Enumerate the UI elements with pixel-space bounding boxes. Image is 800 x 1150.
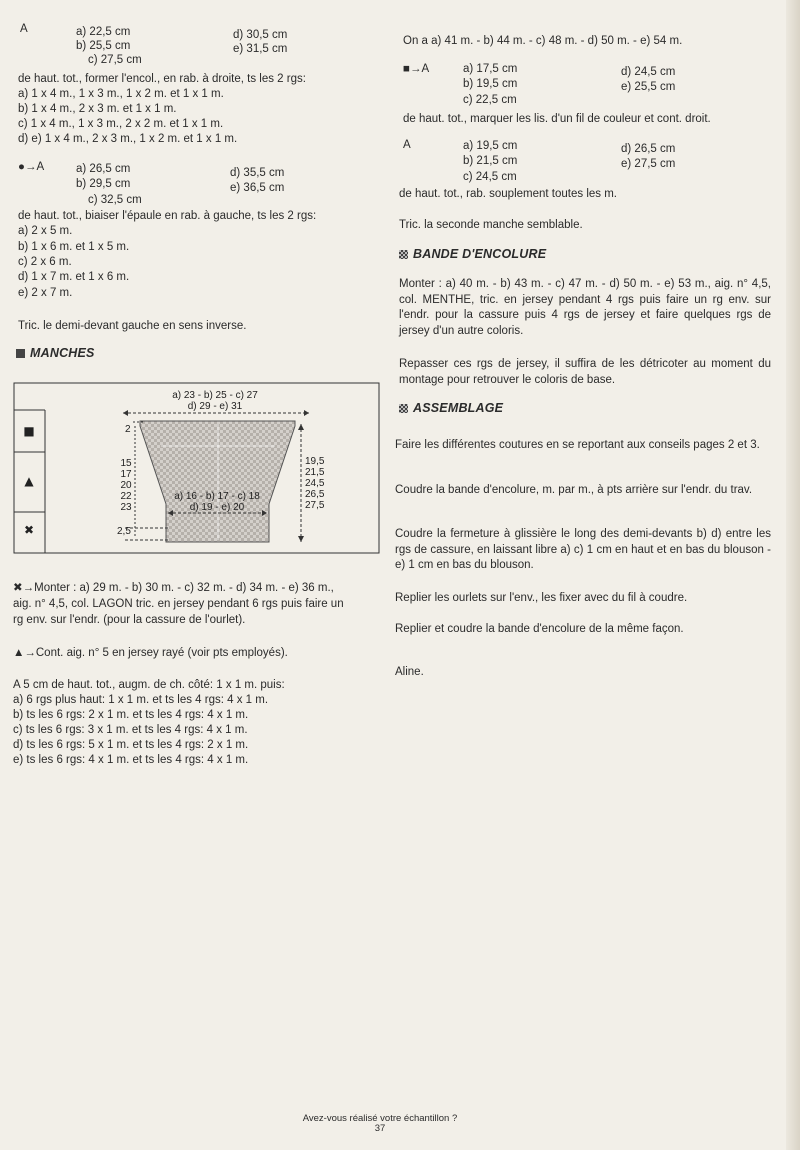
marquer-line: de haut. tot., marquer les lis. d'un fil de couleur et cont. droit. [403,113,711,125]
size-e: e) 25,5 cm [621,81,676,93]
size-b: b) 19,5 cm [463,78,518,90]
size-d: d) 30,5 cm [233,29,288,41]
epaule-b: b) 1 x 6 m. et 1 x 5 m. [18,241,130,253]
size-c: c) 27,5 cm [88,54,142,66]
right-height-label: 26,5 [305,489,325,500]
size-b: b) 29,5 cm [76,178,131,190]
size-b: b) 21,5 cm [463,155,518,167]
arrow-icon [123,410,128,416]
bande-paragraph: Monter : a) 40 m. - b) 43 m. - c) 47 m. - d) 50 m. - e) 53 m., aig. n° 4,5, col. MENTHE, tric. en jersey pendant 4 rgs puis faire un rg env. sur l'endr. pour la cassure puis 4 rgs de jersey et faire quelques rgs de jersey d'un autre coloris. [399,278,771,337]
left-height-label: 15 [120,458,132,469]
arrow-icon [304,410,309,416]
arrow-icon [298,424,304,430]
monter-line: ✖→Monter : a) 29 m. - b) 30 m. - c) 32 m. - d) 34 m. - e) 36 m., [13,582,334,594]
monter-line: rg env. sur l'endr. (pour la cassure de l'ourlet). [13,614,246,626]
top-width-label: d) 29 - e) 31 [187,401,243,412]
stitch-count: On a a) 41 m. - b) 44 m. - c) 48 m. - d) 50 m. - e) 54 m. [403,35,683,47]
monter-line: aig. n° 4,5, col. LAGON tric. en jersey pendant 6 rgs puis faire un [13,598,344,610]
augm-b: b) ts les 6 rgs: 2 x 1 m. et ts les 4 rgs: 4 x 1 m. [13,709,249,721]
size-a: a) 17,5 cm [463,63,518,75]
size-a: a) 26,5 cm [76,163,131,175]
size-e: e) 36,5 cm [230,182,285,194]
size-mark: ■→A [403,63,430,75]
section-bande-encolure [399,247,546,261]
augm-d: d) ts les 6 rgs: 5 x 1 m. et ts les 4 rgs: 2 x 1 m. [13,739,249,751]
left-height-label: 20 [120,480,132,491]
size-d: d) 24,5 cm [621,66,676,78]
section-title: BANDE D'ENCOLURE [413,247,547,261]
sleeve-diagram [13,382,381,554]
demi-devant-note: Tric. le demi-devant gauche en sens inverse. [18,320,247,332]
size-a: a) 19,5 cm [463,140,518,152]
triangle-marker-icon: ▲ [24,474,34,488]
cuff-height-label: 2 [125,424,131,435]
page-number: 37 [374,1123,386,1134]
size-a: a) 22,5 cm [76,26,131,38]
square-icon [16,349,25,358]
epaule-e: e) 2 x 7 m. [18,287,73,299]
continue-line: ▲→Cont. aig. n° 5 en jersey rayé (voir pts employés). [13,647,288,659]
augm-e: e) ts les 6 rgs: 4 x 1 m. et ts les 4 rgs: 4 x 1 m. [13,754,249,766]
size-mark: ●→A [18,161,45,173]
footer-question: Avez-vous réalisé votre échantillon ? [302,1113,458,1124]
section-title: ASSEMBLAGE [413,401,504,415]
size-d: d) 35,5 cm [230,167,285,179]
checker-square-icon [399,250,408,259]
section-title: MANCHES [30,346,95,360]
size-d: d) 26,5 cm [621,143,676,155]
left-height-label: 23 [120,502,132,513]
size-c: c) 24,5 cm [463,171,517,183]
cross-marker-icon: ✖ [23,523,35,537]
size-mark: A [20,23,28,35]
hem-height-label: 2,5 [117,526,131,537]
epaule-a: a) 2 x 5 m. [18,225,73,237]
bottom-width-label: d) 19 - e) 20 [189,502,245,513]
epaule-c: c) 2 x 6 m. [18,256,72,268]
size-c: c) 32,5 cm [88,194,142,206]
epaule-d: d) 1 x 7 m. et 1 x 6 m. [18,271,130,283]
size-c: c) 22,5 cm [463,94,517,106]
top-width-label: a) 23 - b) 25 - c) 27 [172,390,258,401]
assemblage-paragraph: Replier les ourlets sur l'env., les fixer avec du fil à coudre. [395,592,688,604]
sleeve-shape [140,421,295,542]
square-marker-icon: ■ [23,424,35,438]
encolure-de: d) e) 1 x 4 m., 2 x 3 m., 1 x 2 m. et 1 x 1 m. [18,133,238,145]
encolure-intro: de haut. tot., former l'encol., en rab. à droite, ts les 2 rgs: [18,73,306,85]
checker-square-icon [399,404,408,413]
arrow-icon [298,536,304,542]
encolure-b: b) 1 x 4 m., 2 x 3 m. et 1 x 1 m. [18,103,177,115]
signature: Aline. [395,666,424,678]
right-height-label: 27,5 [305,500,325,511]
bottom-width-label: a) 16 - b) 17 - c) 18 [174,491,260,502]
seconde-manche: Tric. la seconde manche semblable. [399,219,583,231]
left-height-label: 17 [120,469,132,480]
size-e: e) 31,5 cm [233,43,288,55]
size-b: b) 25,5 cm [76,40,131,52]
assemblage-paragraph: Replier et coudre la bande d'encolure de la même façon. [395,623,684,635]
encolure-c: c) 1 x 4 m., 1 x 3 m., 2 x 2 m. et 1 x 1 m. [18,118,224,130]
assemblage-paragraph: Faire les différentes coutures en se reportant aux conseils pages 2 et 3. [395,439,760,451]
augm-c: c) ts les 6 rgs: 3 x 1 m. et ts les 4 rgs: 4 x 1 m. [13,724,248,736]
left-height-label: 22 [120,491,132,502]
augm-a: a) 6 rgs plus haut: 1 x 1 m. et ts les 4 rgs: 4 x 1 m. [13,694,269,706]
augm-intro: A 5 cm de haut. tot., augm. de ch. côté: 1 x 1 m. puis: [13,679,285,691]
bande-paragraph: Repasser ces rgs de jersey, il suffira de les détricoter au moment du montage pour retrouver le coloris de base. [399,358,771,386]
epaule-intro: de haut. tot., biaiser l'épaule en rab. à gauche, ts les 2 rgs: [18,210,317,222]
right-height-label: 19,5 [305,456,325,467]
size-e: e) 27,5 cm [621,158,676,170]
encolure-a: a) 1 x 4 m., 1 x 3 m., 1 x 2 m. et 1 x 1 m. [18,88,224,100]
section-assemblage [399,401,503,415]
page-edge [786,0,800,1150]
assemblage-paragraph: Coudre la fermeture à glissière le long des demi-devants b) d) entre les rgs de cassure, en laissant libre a) c) 1 cm en haut et en bas du blouson - e) 1 cm en bas du blouson. [395,528,771,571]
section-manches [16,346,95,360]
right-height-label: 21,5 [305,467,325,478]
rab-line: de haut. tot., rab. souplement toutes les m. [399,188,617,200]
size-mark: A [403,139,411,151]
assemblage-paragraph: Coudre la bande d'encolure, m. par m., à pts arrière sur l'endr. du trav. [395,484,753,496]
right-height-label: 24,5 [305,478,325,489]
